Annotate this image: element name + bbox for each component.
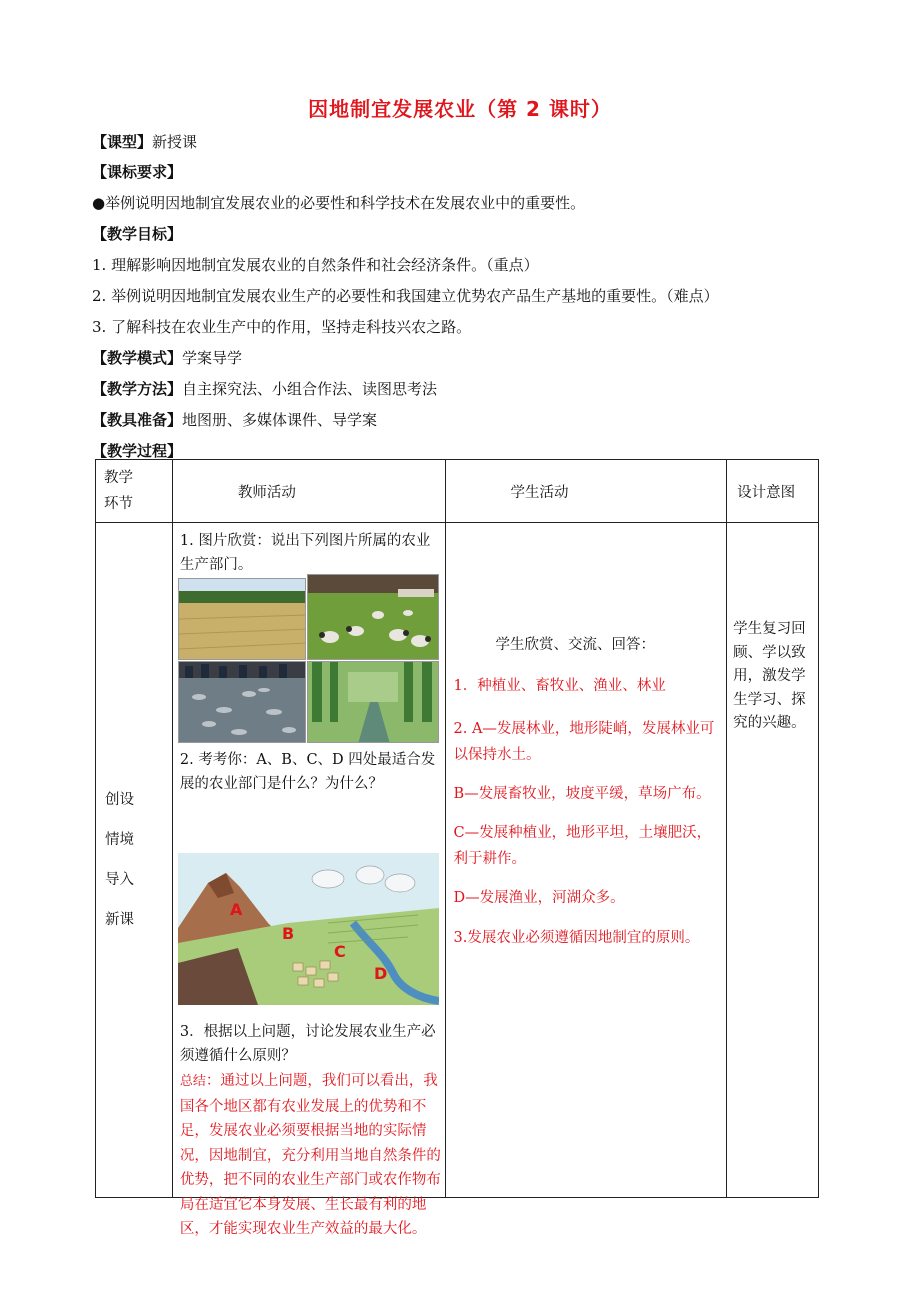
intent-text: 学生复习回顾、学以致用，激发学生学习、探究的兴趣。 xyxy=(733,621,806,731)
lesson-type xyxy=(92,131,197,152)
summary-label: 总结 xyxy=(179,1074,206,1089)
page-title: 因地制宜发展农业（第 2 课时） xyxy=(308,97,612,121)
student-answer-4: C—发展种植业，地形平坦，土壤肥沃，利于耕作。 xyxy=(453,825,712,867)
method-label: 【教学方法】 xyxy=(92,380,183,398)
map-label-c: C xyxy=(333,942,346,961)
mode-label: 【教学模式】 xyxy=(92,349,183,367)
stage-line: 导入 xyxy=(105,872,134,888)
teaching-tools xyxy=(92,409,377,430)
goal-item: 2. 举例说明因地制宜发展农业生产的必要性和我国建立优势农产品生产基地的重要性。（难点） xyxy=(92,287,719,305)
landscape-map xyxy=(178,853,439,1005)
header-teacher: 教师活动 xyxy=(172,460,445,523)
header-student: 学生活动 xyxy=(445,460,727,523)
lesson-type-label: 【课型】 xyxy=(92,133,153,151)
table-row xyxy=(96,523,819,1198)
wheat-field-photo xyxy=(178,578,306,660)
sheep-pasture-photo xyxy=(307,574,439,660)
forest-river-photo xyxy=(307,661,439,743)
teacher-q2: 2. 考考你：A、B、C、D 四处最适合发展的农业部门是什么？为什么？ xyxy=(179,752,436,792)
student-answer-6: 3.发展农业必须遵循因地制宜的原则。 xyxy=(453,930,700,946)
summary-text: ：通过以上问题，我们可以看出，我国各个地区都有农业发展上的优势和不足，发展农业必须要根据当地的实际情况，因地制宜，充分利用当地自然条件的优势，把不同的农业生产部门或农作物布局在适宜它本身发展、生长最有利的地区，才能实现农业生产效益的最大化。 xyxy=(179,1073,441,1237)
student-answer-2: 2. A—发展林业，地形陡峭，发展林业可以保持水土。 xyxy=(453,721,715,763)
header-stage-line: 教学 xyxy=(104,470,133,486)
goal-item: 3. 了解科技在农业生产中的作用，坚持走科技兴农之路。 xyxy=(92,318,472,336)
stage-cell xyxy=(96,523,173,1198)
tools-label: 【教具准备】 xyxy=(92,411,183,429)
student-cell xyxy=(445,523,727,1198)
table-header-row xyxy=(96,460,819,523)
teacher-summary xyxy=(180,1069,444,1242)
lesson-type-value: 新授课 xyxy=(152,133,198,151)
goals-label: 【教学目标】 xyxy=(92,225,183,243)
stage-line: 新课 xyxy=(105,912,134,928)
fish-farm-photo xyxy=(178,661,306,743)
intent-cell xyxy=(727,523,819,1198)
teacher-q3: 3．根据以上问题，讨论发展农业生产必须遵循什么原则？ xyxy=(179,1024,436,1064)
map-label-a: A xyxy=(229,900,243,919)
student-answer-3: B—发展畜牧业，坡度平缓，草场广布。 xyxy=(453,786,711,802)
header-stage xyxy=(96,460,173,523)
student-answer-1: 1．种植业、畜牧业、渔业、林业 xyxy=(453,678,666,694)
teacher-cell xyxy=(172,523,445,1237)
goal-item: 1. 理解影响因地制宜发展农业的自然条件和社会经济条件。（重点） xyxy=(92,256,539,274)
method-value: 自主探究法、小组合作法、读图思考法 xyxy=(182,380,438,398)
stage-line: 情境 xyxy=(105,832,134,848)
header-stage-line: 环节 xyxy=(104,496,133,512)
process-label: 【教学过程】 xyxy=(92,442,183,460)
teaching-method xyxy=(92,378,437,399)
student-answer-5: D—发展渔业，河湖众多。 xyxy=(453,890,625,906)
standard-item: ●举例说明因地制宜发展农业的必要性和科学技术在发展农业中的重要性。 xyxy=(92,194,586,212)
mode-value: 学案导学 xyxy=(182,349,243,367)
tools-value: 地图册、多媒体课件、导学案 xyxy=(182,411,378,429)
process-table xyxy=(95,459,819,1237)
stage-line: 创设 xyxy=(105,792,134,808)
teacher-q1: 1. 图片欣赏：说出下列图片所属的农业生产部门。 xyxy=(179,533,431,573)
map-label-b: B xyxy=(281,924,295,943)
standard-label: 【课标要求】 xyxy=(92,163,183,181)
map-label-d: D xyxy=(373,964,388,983)
header-intent: 设计意图 xyxy=(727,460,819,523)
teaching-mode xyxy=(92,347,242,368)
student-intro: 学生欣赏、交流、回答： xyxy=(495,637,655,653)
